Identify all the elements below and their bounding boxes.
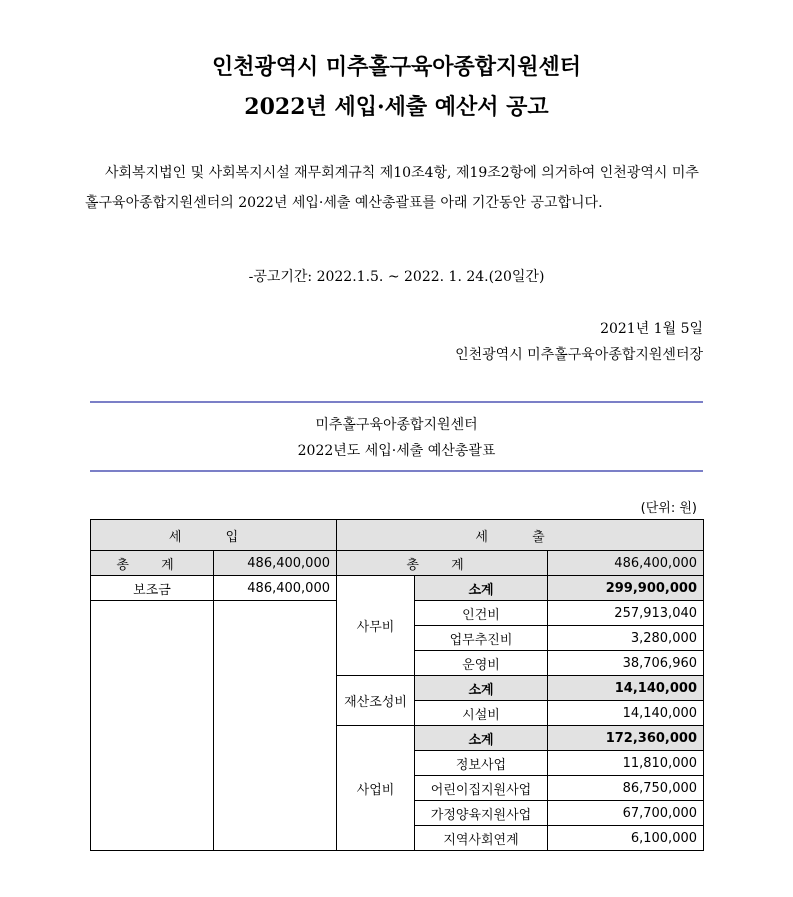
expense-total: 486,400,000 <box>548 551 704 576</box>
item-label: 업무추진비 <box>415 626 548 651</box>
notice-period: -공고기간: 2022.1.5. ~ 2022. 1. 24.(20일간) <box>248 269 545 285</box>
item-amount: 38,706,960 <box>548 651 704 676</box>
item-amount: 14,140,000 <box>548 701 704 726</box>
item-amount: 6,100,000 <box>548 826 704 851</box>
item-label: 운영비 <box>415 651 548 676</box>
item-label: 시설비 <box>415 701 548 726</box>
item-label: 인건비 <box>415 601 548 626</box>
expense-header: 세 출 <box>337 520 704 551</box>
group-name: 재산조성비 <box>337 676 415 726</box>
budget-table <box>90 519 704 851</box>
revenue-empty <box>214 601 337 851</box>
subtotal-amount: 172,360,000 <box>548 726 704 751</box>
summary-title: 2022년도 세입·세출 예산총괄표 <box>297 443 496 459</box>
revenue-item-label: 보조금 <box>91 576 214 601</box>
unit-label: (단위: 원) <box>640 501 697 516</box>
notice-signer: 인천광역시 미추홀구육아종합지원센터장 <box>455 347 703 363</box>
group-name: 사무비 <box>337 576 415 676</box>
item-amount: 3,280,000 <box>548 626 704 651</box>
subtotal-label: 소계 <box>415 726 548 751</box>
notice-paragraph: 사회복지법인 및 사회복지시설 재무회계규칙 제10조4항, 제19조2항에 의거하여 인천광역시 미추홀구육아종합지원센터의 2022년 세입·세출 예산총괄표를 아래 기간동안 공고합니다. <box>85 165 699 211</box>
table-total-row <box>91 551 704 576</box>
table-header-row <box>91 520 704 551</box>
item-label: 가정양육지원사업 <box>415 801 548 826</box>
item-amount: 86,750,000 <box>548 776 704 801</box>
subtotal-amount: 14,140,000 <box>548 676 704 701</box>
subtotal-label: 소계 <box>415 576 548 601</box>
subtotal-label: 소계 <box>415 676 548 701</box>
item-amount: 257,913,040 <box>548 601 704 626</box>
revenue-total-label: 총 계 <box>91 551 214 576</box>
divider-bottom <box>90 470 703 472</box>
table-row <box>91 576 704 601</box>
divider-top <box>90 401 703 403</box>
revenue-total: 486,400,000 <box>214 551 337 576</box>
revenue-header: 세 입 <box>91 520 337 551</box>
item-amount: 67,700,000 <box>548 801 704 826</box>
revenue-empty <box>91 601 214 851</box>
notice-date: 2021년 1월 5일 <box>600 321 703 337</box>
page-title: 인천광역시 미추홀구육아종합지원센터 <box>212 54 581 80</box>
item-label: 정보사업 <box>415 751 548 776</box>
expense-total-label: 총 계 <box>337 551 548 576</box>
summary-org: 미추홀구육아종합지원센터 <box>315 417 478 433</box>
page-subtitle: 2022년 세입·세출 예산서 공고 <box>244 94 549 120</box>
item-amount: 11,810,000 <box>548 751 704 776</box>
item-label: 지역사회연계 <box>415 826 548 851</box>
revenue-item-amount: 486,400,000 <box>214 576 337 601</box>
item-label: 어린이집지원사업 <box>415 776 548 801</box>
group-name: 사업비 <box>337 726 415 851</box>
subtotal-amount: 299,900,000 <box>548 576 704 601</box>
